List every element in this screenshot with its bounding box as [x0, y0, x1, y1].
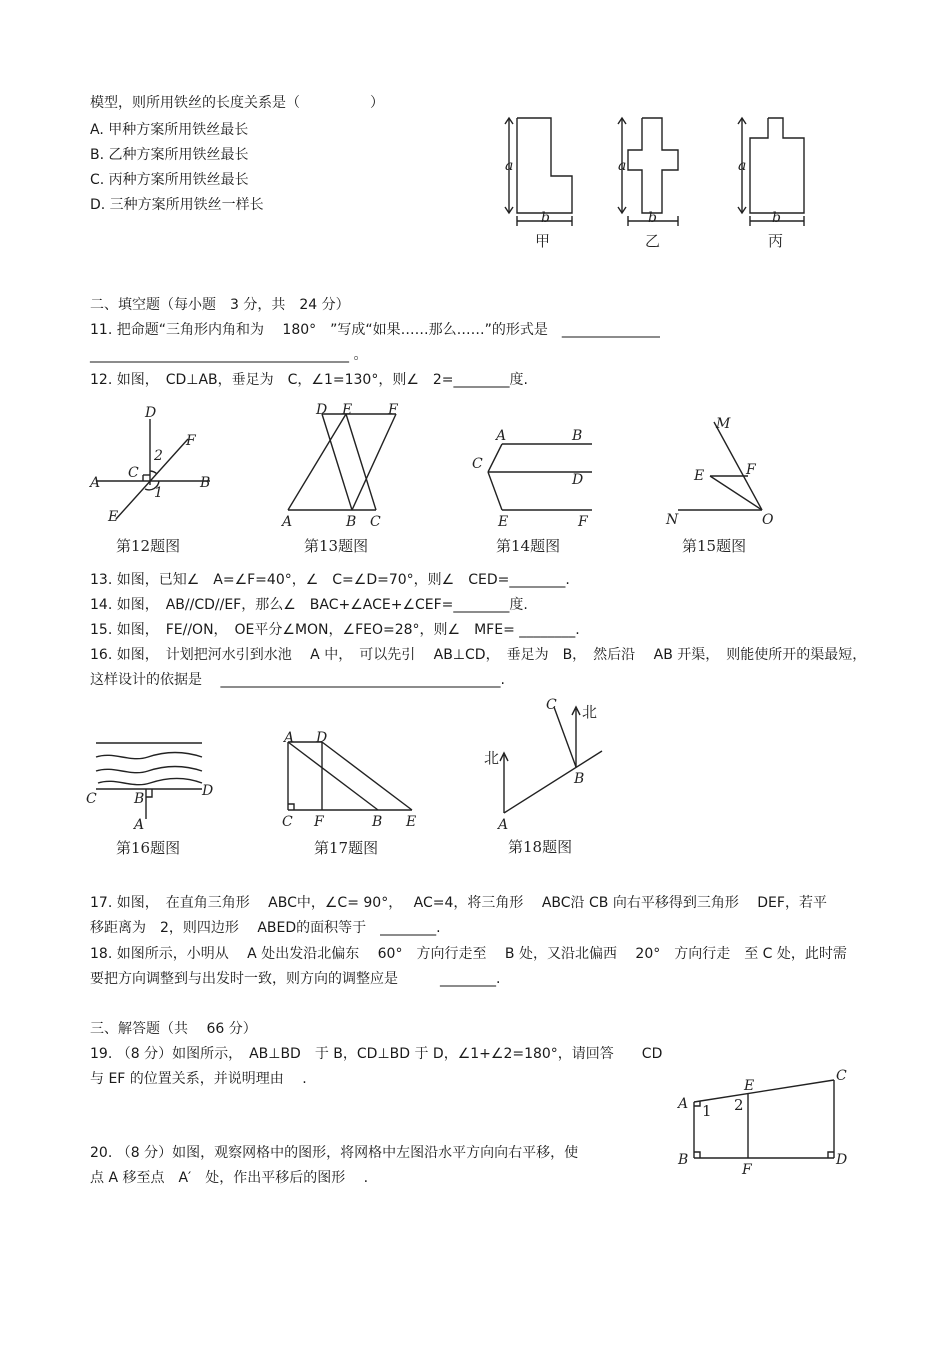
fig15-caption: 第15题图 [682, 537, 747, 555]
q20-line2: 点 A 移至点 A′ 处，作出平移后的图形 . [90, 1170, 369, 1186]
svg-text:D: D [836, 1152, 848, 1168]
svg-text:2: 2 [154, 448, 163, 464]
q16-line2: 这样设计的依据是 ________________________________________. [90, 672, 505, 688]
q10-stem: 模型，则所用铁丝的长度关系是（ ） [90, 95, 384, 111]
svg-text:B: B [346, 514, 357, 530]
svg-text:D: D [572, 472, 584, 488]
section2-heading: 二、填空题（每小题 3 分，共 24 分） [90, 297, 350, 313]
q18-line1: 18. 如图所示，小明从 A 处出发沿北偏东 60° 方向行走至 B 处，又沿北偏西 20° 方向行走 至 C 处，此时需 [90, 946, 847, 962]
q12-text: 12. 如图， CD⊥AB，垂足为 C，∠1=130°，则∠ 2=________度. [90, 372, 528, 388]
svg-text:F: F [746, 462, 756, 478]
q16-line1: 16. 如图， 计划把河水引到水池 A 中， 可以先引 AB⊥CD， 垂足为 B， 然后沿 AB 开渠， 则能使所开的渠最短， [90, 647, 867, 663]
svg-text:A: A [282, 514, 293, 530]
figure-17 [278, 730, 428, 865]
svg-text:F: F [186, 433, 196, 449]
svg-text:C: C [370, 514, 381, 530]
svg-text:M: M [716, 416, 731, 432]
svg-text:A: A [90, 475, 101, 491]
svg-text:C: C [546, 697, 557, 713]
figure-12 [88, 405, 228, 560]
figure-16 [84, 735, 224, 865]
figure-14 [468, 400, 608, 560]
svg-text:D: D [145, 405, 157, 421]
q19-line1: 19. （8 分）如图所示， AB⊥BD 于 B，CD⊥BD 于 D，∠1+∠2=180°，请回答 CD [90, 1046, 663, 1062]
svg-text:1: 1 [154, 485, 163, 501]
q15-text: 15. 如图， FE//ON， OE平分∠MON，∠FEO=28°，则∠ MFE= ________. [90, 622, 580, 638]
q17-line1: 17. 如图， 在直角三角形 ABC中，∠C= 90°， AC=4，将三角形 ABC沿 CB 向右平移得到三角形 DEF，若平 [90, 895, 827, 911]
svg-text:B: B [678, 1152, 689, 1168]
svg-text:C: C [836, 1068, 847, 1084]
svg-text:C: C [86, 791, 97, 807]
q11-line2: _____________________________________ 。 [90, 347, 368, 363]
q13-text: 13. 如图，已知∠ A=∠F=40°，∠ C=∠D=70°，则∠ CED=________. [90, 572, 570, 588]
svg-text:E: E [108, 509, 119, 525]
svg-text:C: C [282, 814, 293, 830]
svg-text:a: a [505, 158, 514, 174]
svg-text:1: 1 [702, 1102, 712, 1120]
q18-line2: 要把方向调整到与出发时一致，则方向的调整应是 ________. [90, 971, 501, 987]
svg-text:a: a [738, 158, 747, 174]
svg-text:E: E [744, 1078, 755, 1094]
q20-line1: 20. （8 分）如图，观察网格中的图形，将网格中左图沿水平方向向右平移，使 [90, 1145, 579, 1161]
svg-text:F: F [742, 1162, 752, 1178]
svg-text:乙: 乙 [645, 232, 661, 250]
svg-text:B: B [134, 791, 145, 807]
q10-option-d: D. 三种方案所用铁丝一样长 [90, 197, 264, 213]
svg-text:F: F [388, 402, 398, 418]
svg-text:甲: 甲 [535, 232, 551, 250]
q10-figure [495, 108, 825, 258]
q11-line1: 11. 把命题“三角形内角和为 180° ”写成“如果……那么……”的形式是 ______________ [90, 322, 660, 338]
fig17-caption: 第17题图 [314, 839, 379, 857]
svg-text:A: A [496, 428, 507, 444]
q19-line2: 与 EF 的位置关系，并说明理由 . [90, 1071, 307, 1087]
svg-text:E: E [694, 468, 705, 484]
svg-text:B: B [372, 814, 383, 830]
svg-text:b: b [648, 210, 657, 226]
figure-13 [278, 400, 418, 560]
fig14-caption: 第14题图 [496, 537, 561, 555]
svg-text:C: C [128, 465, 139, 481]
q17-line2: 移距离为 2，则四边形 ABED的面积等于 ________. [90, 920, 441, 936]
svg-text:E: E [406, 814, 417, 830]
svg-text:丙: 丙 [768, 232, 784, 250]
shape-jia [505, 118, 572, 250]
fig12-caption: 第12题图 [116, 537, 181, 555]
q10-option-b: B. 乙种方案所用铁丝最长 [90, 147, 249, 163]
svg-text:C: C [472, 456, 483, 472]
q14-text: 14. 如图， AB//CD//EF，那么∠ BAC+∠ACE+∠CEF=________度. [90, 597, 528, 613]
q10-option-c: C. 丙种方案所用铁丝最长 [90, 172, 249, 188]
svg-text:北: 北 [484, 749, 500, 767]
svg-text:E: E [498, 514, 509, 530]
svg-text:E: E [342, 402, 353, 418]
svg-text:A: A [134, 817, 145, 833]
figure-15 [658, 400, 798, 560]
svg-text:A: A [678, 1096, 689, 1112]
shape-bing [738, 118, 804, 250]
svg-text:B: B [572, 428, 583, 444]
svg-text:A: A [498, 817, 509, 833]
figure-18 [474, 695, 614, 865]
svg-text:B: B [574, 771, 585, 787]
svg-text:F: F [578, 514, 588, 530]
svg-text:北: 北 [582, 703, 598, 721]
fig16-caption: 第16题图 [116, 839, 181, 857]
svg-text:D: D [202, 783, 214, 799]
fig18-caption: 第18题图 [508, 838, 573, 856]
figure-19 [674, 1066, 864, 1181]
shape-yi [618, 118, 678, 250]
svg-text:A: A [284, 730, 295, 746]
section3-heading: 三、解答题（共 66 分） [90, 1021, 257, 1037]
svg-text:a: a [618, 158, 627, 174]
svg-text:b: b [541, 210, 550, 226]
svg-text:O: O [762, 512, 774, 528]
svg-text:B: B [200, 475, 211, 491]
fig13-caption: 第13题图 [304, 537, 369, 555]
svg-text:N: N [666, 512, 679, 528]
svg-text:D: D [316, 730, 328, 746]
svg-text:F: F [314, 814, 324, 830]
svg-text:D: D [316, 402, 328, 418]
svg-text:2: 2 [734, 1096, 744, 1114]
svg-text:b: b [772, 210, 781, 226]
q10-option-a: A. 甲种方案所用铁丝最长 [90, 122, 249, 138]
